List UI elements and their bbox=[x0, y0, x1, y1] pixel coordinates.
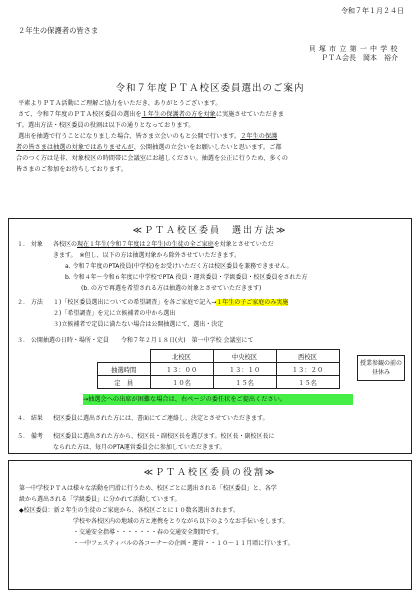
selection-method-box bbox=[8, 218, 412, 454]
sender-school: 貝 塚 市 立 第 一 中 学 校 bbox=[308, 45, 398, 53]
section-method-label: ２． 方法 bbox=[17, 299, 43, 306]
table-cell: １５名 bbox=[213, 376, 276, 389]
intro-line: 選出を抽選で行うことになりました場合、皆さま立会いのもと公開で行います。２年生の保護 bbox=[17, 133, 278, 140]
table-header: 北校区 bbox=[150, 350, 213, 363]
table-row bbox=[98, 376, 340, 389]
section-result-text: 校区委員に選出された方には、書面にてご連絡し、決定とさせていただきます。 bbox=[53, 415, 269, 422]
table-cell: １０名 bbox=[150, 376, 213, 389]
section-target-line: (b. の方で再選を希望される方は抽選の対象とさせていただきます) bbox=[81, 285, 262, 292]
sender-pta: ＰＴＡ会長 岡本 裕介 bbox=[321, 54, 398, 62]
role-line: 第一中学校ＰＴＡは様々な活動を円滑に行うため、校区ごとに選出される「校区委員」と、各学 bbox=[19, 485, 277, 492]
section-target-line: a. 令和７年度のPTA役員(中学校)をお受けいただく方は校区委員を兼務できません。 bbox=[65, 263, 293, 270]
schedule-table bbox=[97, 349, 340, 389]
recipient: ２年生の保護者の皆さま bbox=[18, 26, 99, 35]
section-method-line: ２)「希望調査」を元に立候補者の中から選出 bbox=[53, 310, 176, 317]
table-row bbox=[98, 363, 340, 376]
intro-line: さて、令和７年度のＰＴＡ校区委員の選出を１年生の保護者の方を対象に実施させていただきま bbox=[17, 111, 284, 118]
role-line: ◆校区委員：新２年生の生徒のご家庭から、各校区ごとに１０数名選出されます。 bbox=[19, 507, 240, 514]
section-target-line: b. 令和４年～令和６年度に中学校でPTA 役員・運営委員・学級委員・校区委員をされた方 bbox=[65, 274, 308, 281]
role-line: 級から選出される「学級委員」に分かれて活動しています。 bbox=[19, 496, 181, 503]
role-title: ≪ＰＴＡ校区委員の役割≫ bbox=[143, 468, 277, 478]
table-cell: １３：２０ bbox=[276, 363, 339, 376]
table-cell: １５名 bbox=[276, 376, 339, 389]
section-method-line: １)「校区委員選出についての希望調査」を各ご家庭で記入→１年生の子ご家庭のみ実施 bbox=[53, 299, 289, 306]
section-target-line: きます。 ※但し、以下の方は抽選対象から除外させていただきます。 bbox=[53, 252, 241, 259]
table-header: 西校区 bbox=[276, 350, 339, 363]
selection-method-title: ≪ＰＴＡ校区委員 選出方法≫ bbox=[132, 226, 288, 236]
date: 令和７年１月２４日 bbox=[341, 7, 404, 15]
table-cell bbox=[98, 350, 151, 363]
table-cell: １３：１０ bbox=[213, 363, 276, 376]
section-result-label: ４． 結果 bbox=[17, 415, 43, 422]
lunch-note: 授業参観の前の昼休み bbox=[357, 355, 405, 381]
section-remarks-line: なられた方は、毎月のPTA運営委員会に参加していただきます。 bbox=[53, 444, 226, 451]
role-box bbox=[8, 460, 412, 590]
intro-line: 皆さまのご参加をお待ちしております。 bbox=[16, 166, 127, 173]
intro-line: 者の皆さまは抽選の対象ではありませんが、公開抽選の立会いをお願いしたいと思います。ご都 bbox=[16, 144, 282, 151]
role-line: 学校や各校区内の地域の方と連携をとりながら以下のようなお手伝いをします。 bbox=[73, 518, 289, 525]
section-target-line: 各校区の現在１年生(令和７年度は２年生)の生徒の全ご家庭を対象とさせていただ bbox=[53, 241, 274, 248]
role-line: ・交通安全指導・・・・・・・春の交通安全期間です。 bbox=[73, 529, 223, 536]
proxy-notice: →抽選会への出席が困難な場合は、右ページの委任状をご提出ください。 bbox=[83, 394, 353, 405]
table-cell: １３：００ bbox=[150, 363, 213, 376]
intro-line: 平素よりＰＴＡ活動にご理解ご協力をいただき、ありがとうございます。 bbox=[17, 100, 222, 107]
intro-line: 合のつく方は是非、対象校区の時間帯に会議室にお越しください。抽選を公正に行うため、多くの bbox=[16, 155, 288, 162]
role-line: ・一中フェスティバルの各コーナーの企画・運営・・１０～１１月頃に行います。 bbox=[73, 540, 294, 547]
section-remarks-label: ５． 備考 bbox=[17, 433, 43, 440]
section-target-label: １． 対象 bbox=[17, 241, 43, 248]
intro-line: す。選出方法・校区委員の役割は以下の通りとなっております。 bbox=[16, 122, 195, 129]
table-cell: 抽選時間 bbox=[98, 363, 151, 376]
table-header: 中央校区 bbox=[213, 350, 276, 363]
section-remarks-line: 校区委員に選出された方から、校区長・副校区長を選びます。校区長・副校区長に bbox=[53, 433, 275, 440]
section-schedule-label: ３． 公開抽選の日時・場所・定員 令和７年２月１８日(火) 第一中学校 会議室にて bbox=[17, 337, 254, 344]
page-title: 令和７年度ＰＴＡ校区委員選出のご案内 bbox=[115, 83, 305, 94]
table-header-row bbox=[98, 350, 340, 363]
section-method-line: ３)立候補者で定員に満たない場合は公開抽選にて、選出・決定 bbox=[53, 321, 224, 328]
intro-text bbox=[16, 98, 408, 175]
table-cell: 定 員 bbox=[98, 376, 151, 389]
